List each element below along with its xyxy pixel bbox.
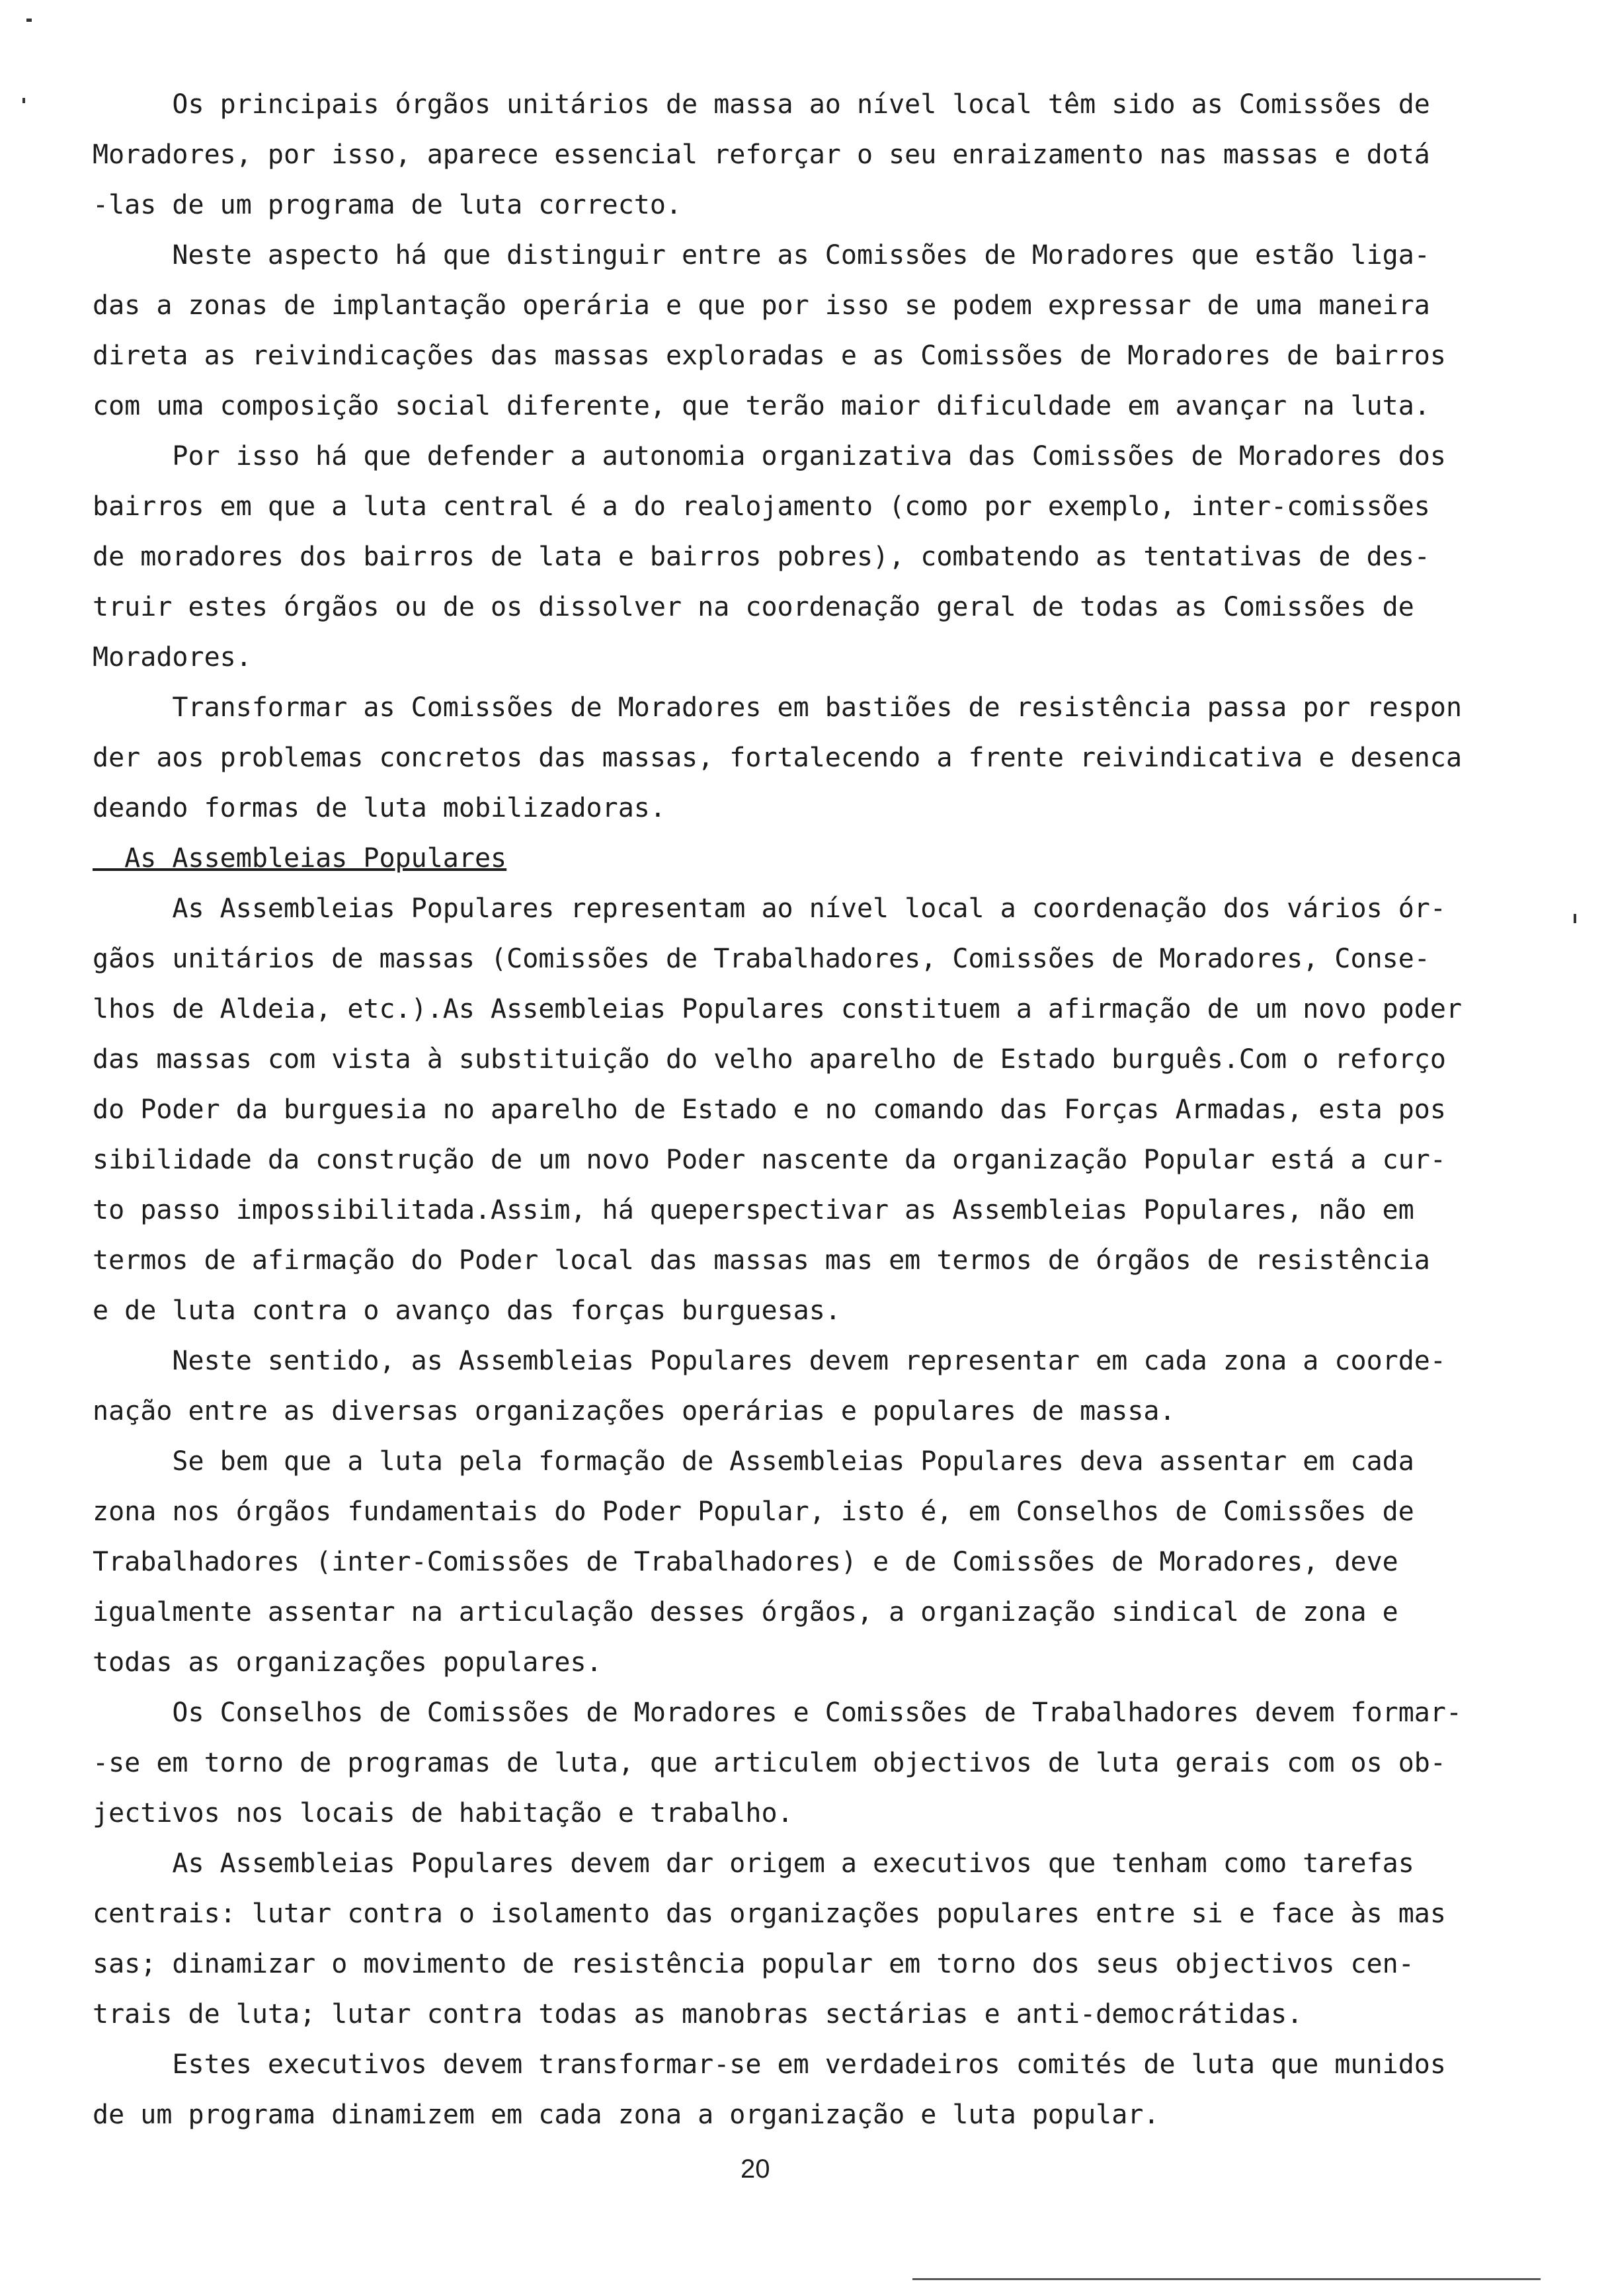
text-line: das massas com vista à substituição do velho aparelho de Estado burguês.Com o reforço bbox=[93, 1044, 1446, 1075]
text-line: igualmente assentar na articulação desses órgãos, a organização sindical de zona e bbox=[93, 1597, 1398, 1627]
text-line: zona nos órgãos fundamentais do Poder Popular, isto é, em Conselhos de Comissões de bbox=[93, 1496, 1414, 1527]
text-line: e de luta contra o avanço das forças burguesas. bbox=[93, 1295, 841, 1326]
text-line: das a zonas de implantação operária e que por isso se podem expressar de uma maneira bbox=[93, 290, 1430, 321]
text-line: to passo impossibilitada.Assim, há queperspectivar as Assembleias Populares, não em bbox=[93, 1195, 1414, 1225]
text-line: sibilidade da construção de um novo Poder nascente da organização Popular está a cur- bbox=[93, 1145, 1446, 1175]
scan-speck bbox=[1574, 914, 1576, 923]
text-line: Neste sentido, as Assembleias Populares devem representar em cada zona a coorde- bbox=[93, 1346, 1446, 1376]
text-line: truir estes órgãos ou de os dissolver na coordenação geral de todas as Comissões de bbox=[93, 592, 1414, 622]
document-page bbox=[93, 79, 1514, 2262]
text-line: direta as reivindicações das massas exploradas e as Comissões de Moradores de bairros bbox=[93, 341, 1446, 371]
text-line: Estes executivos devem transformar-se em verdadeiros comités de luta que munidos bbox=[93, 2049, 1446, 2080]
text-line: -las de um programa de luta correcto. bbox=[93, 190, 682, 220]
text-line: trais de luta; lutar contra todas as manobras sectárias e anti-democrátidas. bbox=[93, 1999, 1303, 2030]
text-line: do Poder da burguesia no aparelho de Estado e no comando das Forças Armadas, esta pos bbox=[93, 1094, 1446, 1125]
text-line: Moradores. bbox=[93, 642, 252, 673]
text-line: lhos de Aldeia, etc.).As Assembleias Populares constituem a afirmação de um novo poder bbox=[93, 994, 1463, 1024]
text-line: Trabalhadores (inter-Comissões de Trabalhadores) e de Comissões de Moradores, deve bbox=[93, 1547, 1398, 1577]
text-line: Transformar as Comissões de Moradores em bastiões de resistência passa por respon bbox=[93, 692, 1463, 723]
text-line: Neste aspecto há que distinguir entre as Comissões de Moradores que estão liga- bbox=[93, 240, 1430, 270]
text-line: -se em torno de programas de luta, que articulem objectivos de luta gerais com os ob- bbox=[93, 1748, 1446, 1778]
section-heading: As Assembleias Populares bbox=[93, 843, 507, 874]
text-line: de moradores dos bairros de lata e bairros pobres), combatendo as tentativas de des- bbox=[93, 542, 1430, 572]
scan-artifact-line bbox=[912, 2278, 1541, 2280]
text-line: Moradores, por isso, aparece essencial reforçar o seu enraizamento nas massas e dotá bbox=[93, 140, 1430, 170]
body-text bbox=[93, 79, 1514, 2140]
text-line: termos de afirmação do Poder local das massas mas em termos de órgãos de resistência bbox=[93, 1245, 1430, 1276]
text-line: de um programa dinamizem em cada zona a organização e luta popular. bbox=[93, 2100, 1160, 2130]
scan-speck bbox=[26, 19, 32, 22]
text-line: As Assembleias Populares representam ao nível local a coordenação dos vários ór- bbox=[93, 893, 1446, 924]
text-line: jectivos nos locais de habitação e trabalho. bbox=[93, 1798, 793, 1828]
text-line: bairros em que a luta central é a do realojamento (como por exemplo, inter-comissões bbox=[93, 491, 1430, 522]
text-line: sas; dinamizar o movimento de resistência popular em torno dos seus objectivos cen- bbox=[93, 1949, 1414, 1979]
text-line: Os Conselhos de Comissões de Moradores e Comissões de Trabalhadores devem formar- bbox=[93, 1698, 1463, 1728]
text-line: com uma composição social diferente, que terão maior dificuldade em avançar na luta. bbox=[93, 391, 1430, 421]
text-line: der aos problemas concretos das massas, fortalecendo a frente reivindicativa e desenca bbox=[93, 743, 1463, 773]
text-line: todas as organizações populares. bbox=[93, 1647, 602, 1678]
page-number: 20 bbox=[741, 2154, 770, 2184]
text-line: centrais: lutar contra o isolamento das organizações populares entre si e face às mas bbox=[93, 1899, 1446, 1929]
scan-speck bbox=[22, 98, 25, 103]
text-line: deando formas de luta mobilizadoras. bbox=[93, 793, 666, 823]
text-line: gãos unitários de massas (Comissões de Trabalhadores, Comissões de Moradores, Conse- bbox=[93, 944, 1430, 974]
text-line: Se bem que a luta pela formação de Assembleias Populares deva assentar em cada bbox=[93, 1446, 1414, 1477]
text-line: Os principais órgãos unitários de massa ao nível local têm sido as Comissões de bbox=[93, 89, 1430, 120]
text-line: nação entre as diversas organizações operárias e populares de massa. bbox=[93, 1396, 1176, 1426]
text-line: Por isso há que defender a autonomia organizativa das Comissões de Moradores dos bbox=[93, 441, 1446, 472]
text-line: As Assembleias Populares devem dar origem a executivos que tenham como tarefas bbox=[93, 1848, 1414, 1879]
